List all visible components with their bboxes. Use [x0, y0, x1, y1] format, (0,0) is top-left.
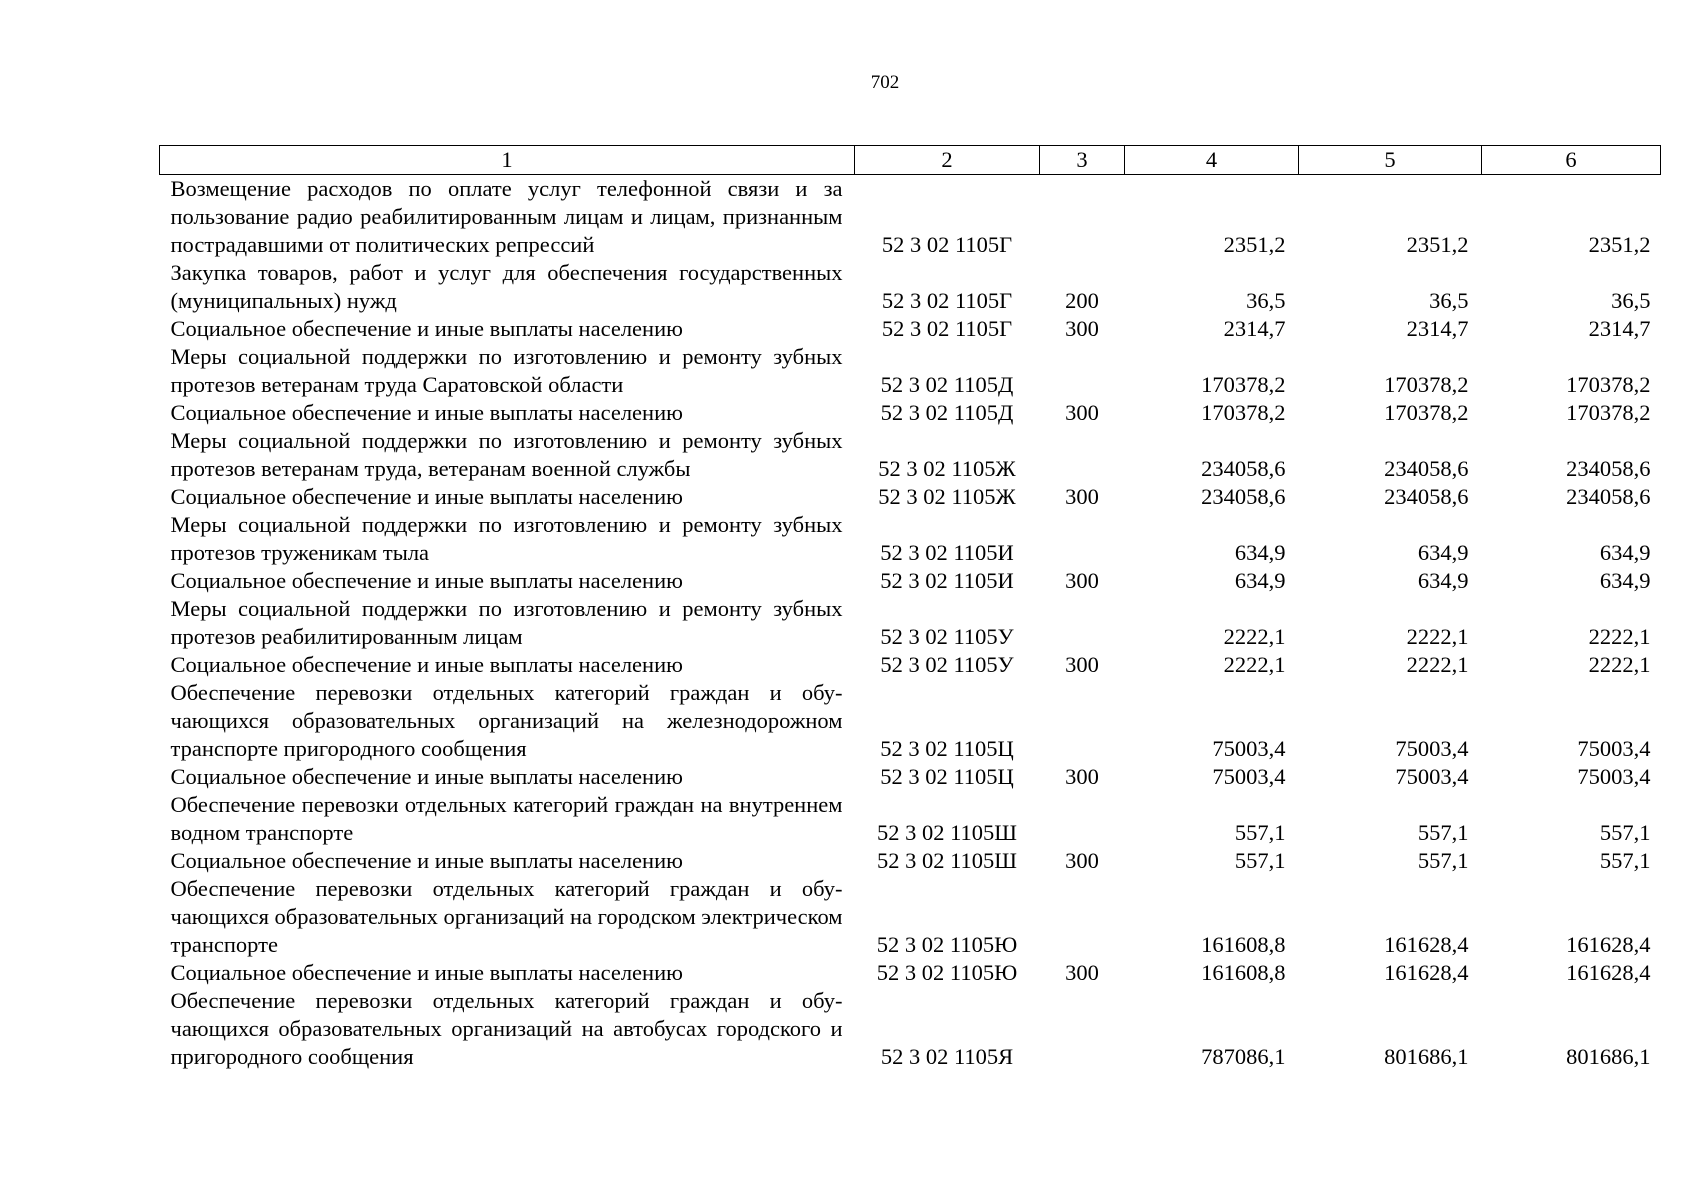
row-code: 52 3 02 1105Я [880, 1044, 1014, 1069]
header-row [160, 146, 1661, 175]
row-value-col6: 75003,4 [1577, 764, 1651, 789]
row-value-col4: 234058,6 [1201, 484, 1286, 509]
row-expense-type: 300 [1065, 652, 1099, 677]
column-header-2: 2 [855, 146, 1040, 175]
column-header-3: 3 [1040, 146, 1125, 175]
row-expense-type [1040, 511, 1125, 567]
row-value-col4: 161608,8 [1201, 960, 1286, 985]
row-value-col5: 634,9 [1417, 540, 1469, 565]
row-value-col5: 161628,4 [1384, 932, 1469, 957]
row-name: Меры социальной поддержки по изготовлению и ремонту зубных протезов реабилитированным лицам [170, 596, 843, 649]
table-row [160, 259, 1661, 315]
row-value-col5: 161628,4 [1384, 960, 1469, 985]
row-code: 52 3 02 1105Ц [880, 736, 1014, 761]
row-value-col6: 634,9 [1599, 568, 1651, 593]
row-name: Социальное обеспечение и иные выплаты населению [170, 848, 683, 873]
row-expense-type [1040, 343, 1125, 399]
row-expense-type [1040, 427, 1125, 483]
table-body [160, 175, 1661, 1072]
row-value-col5: 75003,4 [1395, 764, 1469, 789]
row-expense-type [1040, 791, 1125, 847]
row-name: Возмещение расходов по оплате услуг телефонной связи и за пользование радио реабилитированным лицам и лицам, признанным пострадавшими от политических репрессий [170, 176, 843, 257]
row-value-col4: 2222,1 [1223, 652, 1286, 677]
row-expense-type: 300 [1065, 400, 1099, 425]
row-value-col6: 557,1 [1599, 820, 1651, 845]
row-code: 52 3 02 1105Ш [877, 820, 1017, 845]
row-expense-type: 300 [1065, 316, 1099, 341]
row-name: Обеспечение перевозки отдельных категорий граждан и обучающихся образовательных организаций на автобусах городского и пригородного сообщения [170, 988, 843, 1069]
row-value-col6: 234058,6 [1566, 456, 1651, 481]
row-value-col5: 36,5 [1429, 288, 1469, 313]
row-value-col6: 634,9 [1599, 540, 1651, 565]
row-value-col4: 161608,8 [1201, 932, 1286, 957]
row-code: 52 3 02 1105Г [881, 316, 1013, 341]
row-code: 52 3 02 1105Г [881, 232, 1013, 257]
row-name: Социальное обеспечение и иные выплаты населению [170, 652, 683, 677]
row-value-col6: 2222,1 [1588, 624, 1651, 649]
row-value-col6: 234058,6 [1566, 484, 1651, 509]
row-value-col4: 75003,4 [1212, 764, 1286, 789]
table-row [160, 679, 1661, 763]
row-expense-type: 300 [1065, 960, 1099, 985]
row-code: 52 3 02 1105У [880, 652, 1014, 677]
row-value-col6: 2351,2 [1588, 232, 1651, 257]
row-value-col5: 557,1 [1417, 848, 1469, 873]
row-value-col4: 170378,2 [1201, 372, 1286, 397]
row-code: 52 3 02 1105Ш [877, 848, 1017, 873]
row-value-col4: 557,1 [1234, 848, 1286, 873]
row-value-col6: 161628,4 [1566, 960, 1651, 985]
row-code: 52 3 02 1105Д [880, 372, 1014, 397]
table-row [160, 483, 1661, 511]
row-expense-type: 300 [1065, 764, 1099, 789]
budget-table [159, 145, 1661, 1071]
row-code: 52 3 02 1105И [880, 540, 1014, 565]
column-header-4: 4 [1125, 146, 1299, 175]
row-name: Обеспечение перевозки отдельных категорий граждан и обучающихся образовательных организаций на городском электрическом транспорте [170, 876, 843, 957]
table-header [160, 146, 1661, 175]
row-value-col4: 557,1 [1234, 820, 1286, 845]
row-value-col4: 36,5 [1246, 288, 1286, 313]
row-value-col6: 170378,2 [1566, 400, 1651, 425]
table-row [160, 399, 1661, 427]
row-value-col4: 634,9 [1234, 540, 1286, 565]
row-expense-type [1040, 679, 1125, 763]
row-expense-type: 200 [1065, 288, 1099, 313]
table-row [160, 511, 1661, 567]
table-row [160, 987, 1661, 1071]
row-name: Меры социальной поддержки по изготовлению и ремонту зубных протезов ветеранам труда, ветеранам военной службы [170, 428, 843, 481]
row-value-col5: 634,9 [1417, 568, 1469, 593]
row-name: Социальное обеспечение и иные выплаты населению [170, 400, 683, 425]
table-row [160, 567, 1661, 595]
row-expense-type: 300 [1065, 484, 1099, 509]
table-row [160, 847, 1661, 875]
row-name: Социальное обеспечение и иные выплаты населению [170, 960, 683, 985]
row-expense-type [1040, 175, 1125, 260]
row-name: Обеспечение перевозки отдельных категорий граждан на внутреннем водном транспорте [170, 792, 843, 845]
row-value-col6: 2222,1 [1588, 652, 1651, 677]
row-value-col5: 170378,2 [1384, 372, 1469, 397]
row-value-col5: 801686,1 [1384, 1044, 1469, 1069]
row-value-col4: 634,9 [1234, 568, 1286, 593]
row-value-col5: 557,1 [1417, 820, 1469, 845]
row-value-col6: 36,5 [1611, 288, 1651, 313]
table-row [160, 175, 1661, 260]
row-value-col5: 2222,1 [1406, 624, 1469, 649]
row-value-col4: 234058,6 [1201, 456, 1286, 481]
row-value-col5: 234058,6 [1384, 456, 1469, 481]
row-value-col5: 75003,4 [1395, 736, 1469, 761]
row-code: 52 3 02 1105Ц [880, 764, 1014, 789]
row-name: Закупка товаров, работ и услуг для обеспечения государственных (муниципальных) нужд [170, 260, 843, 313]
row-value-col6: 2314,7 [1588, 316, 1651, 341]
row-code: 52 3 02 1105Ж [878, 484, 1016, 509]
column-header-1: 1 [160, 146, 855, 175]
row-code: 52 3 02 1105У [880, 624, 1014, 649]
row-value-col5: 2314,7 [1406, 316, 1469, 341]
row-code: 52 3 02 1105Ю [876, 960, 1018, 985]
row-value-col4: 2351,2 [1223, 232, 1286, 257]
page-number: 702 [870, 72, 900, 93]
row-name: Меры социальной поддержки по изготовлению и ремонту зубных протезов ветеранам труда Саратовской области [170, 344, 843, 397]
row-value-col4: 2314,7 [1223, 316, 1286, 341]
row-code: 52 3 02 1105Г [881, 288, 1013, 313]
row-value-col5: 234058,6 [1384, 484, 1469, 509]
row-value-col6: 161628,4 [1566, 932, 1651, 957]
row-code: 52 3 02 1105Д [880, 400, 1014, 425]
table-row [160, 959, 1661, 987]
table-row [160, 427, 1661, 483]
row-expense-type [1040, 875, 1125, 959]
row-value-col4: 787086,1 [1201, 1044, 1286, 1069]
row-expense-type [1040, 987, 1125, 1071]
row-name: Обеспечение перевозки отдельных категорий граждан и обучающихся образовательных организаций на железнодорожном транспорте пригородного сообщения [170, 680, 843, 761]
row-code: 52 3 02 1105Ю [876, 932, 1018, 957]
row-name: Социальное обеспечение и иные выплаты населению [170, 316, 683, 341]
row-value-col5: 170378,2 [1384, 400, 1469, 425]
row-code: 52 3 02 1105Ж [878, 456, 1016, 481]
row-expense-type [1040, 595, 1125, 651]
row-value-col6: 801686,1 [1566, 1044, 1651, 1069]
table-row [160, 315, 1661, 343]
row-code: 52 3 02 1105И [880, 568, 1014, 593]
row-value-col4: 170378,2 [1201, 400, 1286, 425]
row-value-col4: 75003,4 [1212, 736, 1286, 761]
row-name: Социальное обеспечение и иные выплаты населению [170, 484, 683, 509]
table-row [160, 875, 1661, 959]
row-value-col6: 75003,4 [1577, 736, 1651, 761]
row-name: Социальное обеспечение и иные выплаты населению [170, 568, 683, 593]
row-name: Меры социальной поддержки по изготовлению и ремонту зубных протезов труженикам тыла [170, 512, 843, 565]
row-expense-type: 300 [1065, 848, 1099, 873]
table-row [160, 343, 1661, 399]
table-row [160, 763, 1661, 791]
row-value-col4: 2222,1 [1223, 624, 1286, 649]
table-row [160, 651, 1661, 679]
row-expense-type: 300 [1065, 568, 1099, 593]
row-name: Социальное обеспечение и иные выплаты населению [170, 764, 683, 789]
table-row [160, 791, 1661, 847]
row-value-col6: 557,1 [1599, 848, 1651, 873]
row-value-col5: 2222,1 [1406, 652, 1469, 677]
row-value-col5: 2351,2 [1406, 232, 1469, 257]
column-header-6: 6 [1482, 146, 1661, 175]
table-row [160, 595, 1661, 651]
column-header-5: 5 [1299, 146, 1482, 175]
row-value-col6: 170378,2 [1566, 372, 1651, 397]
